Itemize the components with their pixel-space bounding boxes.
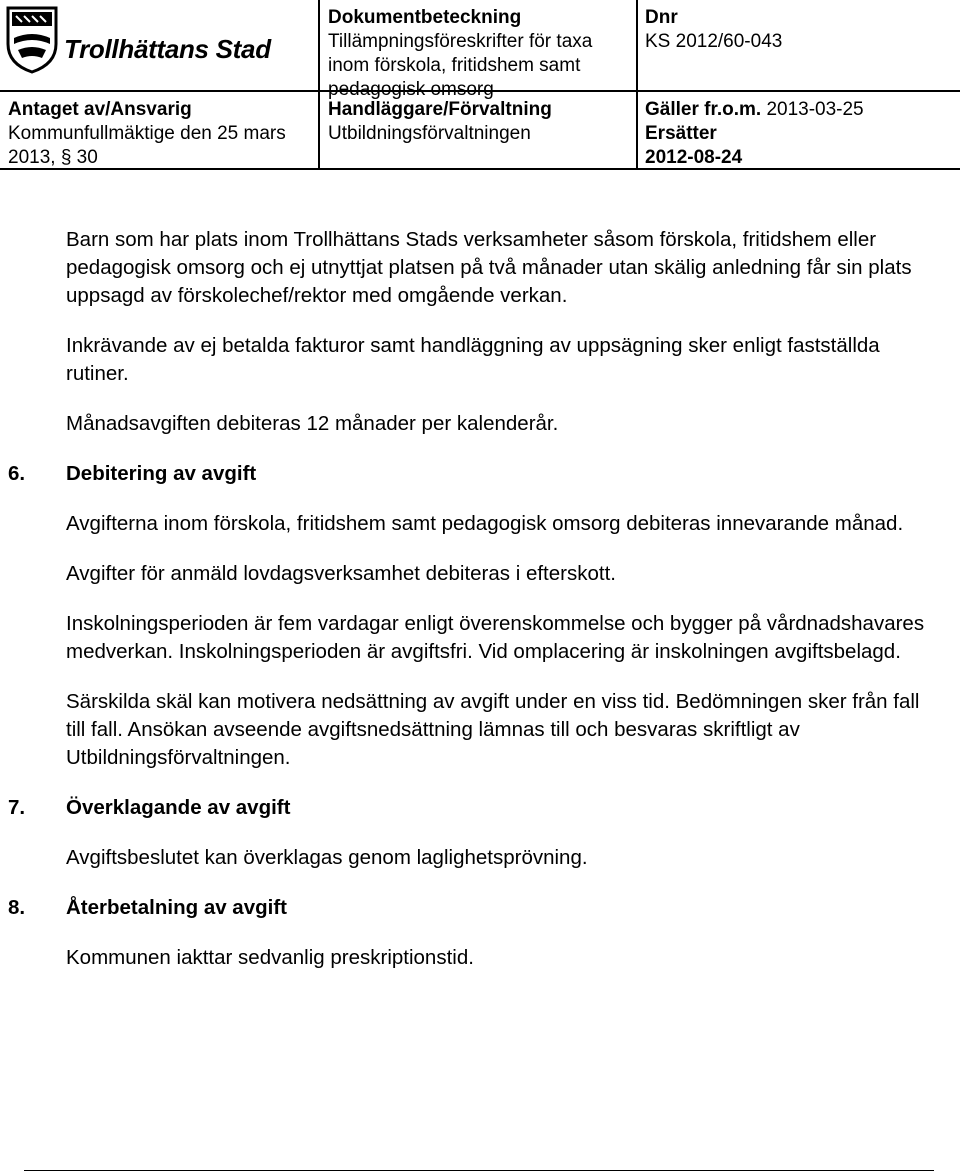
dnr-block [645, 6, 955, 54]
org-name: Trollhättans Stad [64, 34, 271, 64]
valid-label: Gäller fr.o.m. [645, 99, 762, 120]
document-body [8, 226, 926, 994]
paragraph: Avgifterna inom förskola, fritidshem samt pedagogisk omsorg debiteras innevarande månad. [66, 512, 904, 535]
section-number: 7. [8, 796, 26, 819]
section-number: 8. [8, 896, 26, 919]
paragraph: Inskolningsperioden är fem vardagar enligt överenskommelse och bygger på vårdnadshavares medverkan. Inskolningsperioden är avgiftsfri. Vid omplacering är inskolningen avgiftsbelagd. [66, 612, 925, 663]
doc-designation [328, 6, 633, 102]
header-divider [0, 90, 318, 92]
section-title: Debitering av avgift [66, 462, 257, 485]
header-divider [318, 0, 320, 170]
paragraph: Avgifter för anmäld lovdagsverksamhet debiteras i efterskott. [66, 562, 616, 585]
municipality-logo [4, 4, 314, 88]
handler-block [328, 98, 633, 146]
validity-block [645, 98, 955, 170]
section-heading-7 [8, 794, 926, 822]
crest-icon [4, 4, 60, 74]
document-header [0, 0, 960, 170]
paragraph: Kommunen iakttar sedvanlig preskriptionstid. [66, 946, 474, 969]
valid-value: 2013-03-25 [766, 99, 864, 120]
section-heading-6 [8, 460, 926, 488]
section-heading-8 [8, 894, 926, 922]
header-divider [636, 0, 638, 170]
footer-rule [24, 1170, 934, 1171]
header-divider [636, 90, 960, 92]
dnr-label: Dnr [645, 7, 678, 28]
paragraph: Inkrävande av ej betalda fakturor samt handläggning av uppsägning sker enligt fastställda rutiner. [66, 334, 880, 385]
handler-label: Handläggare/Förvaltning [328, 99, 552, 120]
paragraph: Månadsavgiften debiteras 12 månader per kalenderår. [66, 412, 559, 435]
section-number: 6. [8, 462, 26, 485]
replaces-value: 2012-08-24 [645, 147, 743, 168]
handler-value: Utbildningsförvaltningen [328, 123, 531, 144]
section-title: Överklagande av avgift [66, 796, 291, 819]
section-title: Återbetalning av avgift [66, 896, 287, 919]
doc-title: Tillämpningsföreskrifter för taxa inom förskola, fritidshem samt pedagogisk omsorg [328, 31, 593, 100]
paragraph: Särskilda skäl kan motivera nedsättning av avgift under en viss tid. Bedömningen sker från fall till fall. Ansökan avseende avgiftsnedsättning lämnas till och besvaras skriftligt av Utbildningsförvaltningen. [66, 690, 920, 769]
paragraph: Barn som har plats inom Trollhättans Stads verksamheter såsom förskola, fritidshem eller pedagogisk omsorg och ej utnyttjat platsen på två månader utan skälig anledning får sin plats uppsagd av förskolechef/rektor med omgående verkan. [66, 228, 912, 307]
adopted-label: Antaget av/Ansvarig [8, 99, 192, 120]
adopted-value-2: 2013, § 30 [8, 147, 98, 168]
adopted-block [8, 98, 316, 170]
paragraph: Avgiftsbeslutet kan överklagas genom laglighetsprövning. [66, 846, 588, 869]
replaces-label: Ersätter [645, 123, 717, 144]
doc-label: Dokumentbeteckning [328, 7, 522, 28]
adopted-value-1: Kommunfullmäktige den 25 mars [8, 123, 286, 144]
dnr-value: KS 2012/60-043 [645, 31, 783, 52]
